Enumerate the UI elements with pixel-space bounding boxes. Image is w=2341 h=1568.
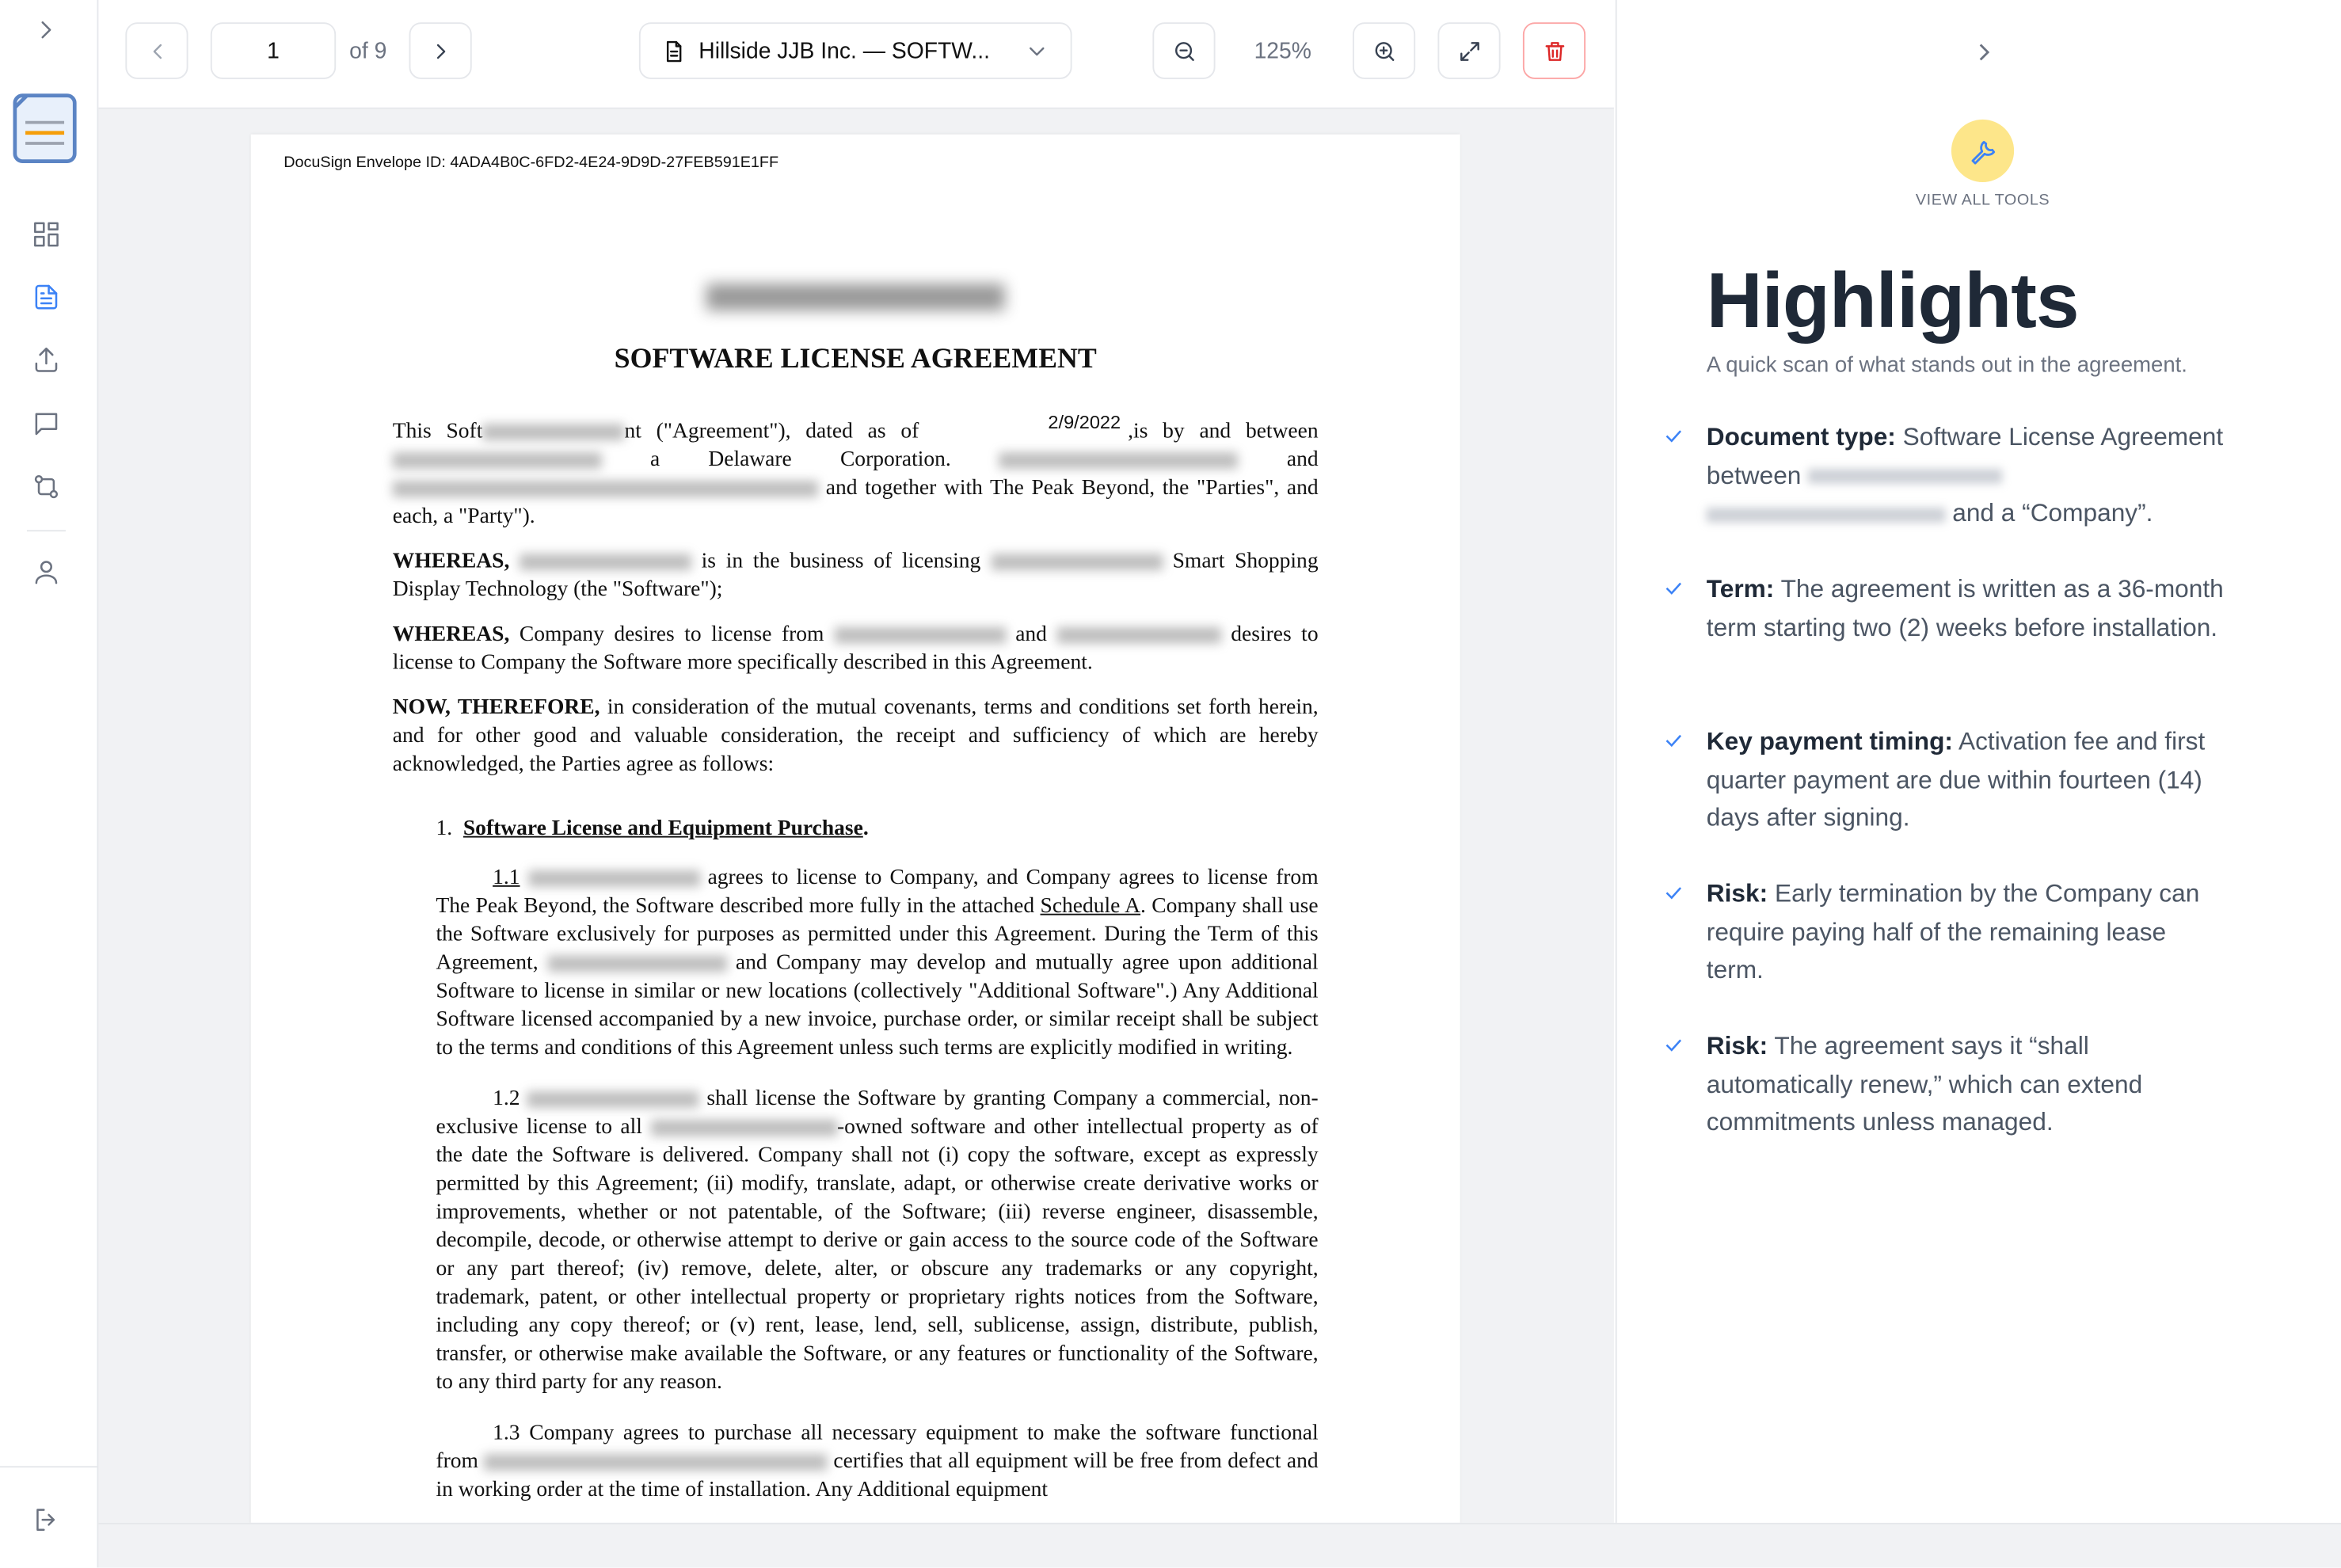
redacted-text [484, 1454, 828, 1471]
chevron-down-icon [1024, 38, 1049, 63]
highlight-text: Early termination by the Company can require paying half of the remaining lease term. [1706, 879, 2200, 984]
grid-icon[interactable] [30, 218, 63, 250]
document-body [393, 418, 1319, 1521]
document-title: SOFTWARE LICENSE AGREEMENT [614, 343, 1097, 375]
highlight-label: Risk: [1706, 1031, 1768, 1060]
redacted-text [527, 1091, 699, 1108]
text: and [1286, 447, 1319, 472]
view-all-tools-button[interactable] [1951, 120, 2014, 182]
redacted-text [650, 1120, 837, 1136]
text: ,is by and between [1128, 419, 1319, 443]
viewer-toolbar [98, 0, 1613, 109]
collapse-panel-chevron-icon[interactable] [1970, 37, 2000, 67]
chat-icon[interactable] [30, 408, 63, 440]
schedule-link: Schedule A [1040, 894, 1141, 919]
sidebar-divider [0, 1466, 97, 1467]
highlight-item [1707, 875, 2229, 989]
signing-date: 2/9/2022 [1048, 412, 1121, 433]
section-heading: 1. Software License and Equipment Purchase. [436, 816, 869, 841]
redacted-text [520, 554, 691, 571]
text: and together with The Peak Beyond, the "Parties", and each, a "Party"). [392, 476, 1319, 529]
page-number-input[interactable]: 1 [211, 22, 336, 79]
text: in consideration of the mutual covenants, terms and conditions set forth herein, and for other good and valuable consideration, the receipt and sufficiency of which are hereby acknowledged, the Parties agree as follows: [392, 695, 1319, 777]
upload-icon[interactable] [30, 344, 63, 376]
highlight-text: The agreement says it “shall automatically renew,” which can extend commitments unless managed. [1706, 1031, 2143, 1136]
highlight-text: Software License Agreement between [1706, 422, 2224, 489]
panel-subtitle: A quick scan of what stands out in the agreement. [1706, 353, 2187, 378]
text: Smart Shopping Display Technology (the "Software"); [392, 549, 1319, 602]
document-selector[interactable] [639, 22, 1072, 79]
highlight-label: Term: [1706, 574, 1775, 603]
redacted-company-heading [706, 284, 1005, 310]
document-viewer[interactable] [98, 109, 1613, 1523]
document-page [251, 135, 1460, 1523]
redacted-text [1707, 507, 1946, 522]
highlight-text: Activation fee and first quarter payment are due within fourteen (14) days after signing. [1706, 727, 2206, 832]
logout-icon[interactable] [30, 1503, 63, 1536]
expand-sidebar-chevron-icon[interactable] [30, 13, 63, 46]
text: 1.2 [493, 1087, 520, 1111]
text: a Delaware Corporation. [649, 447, 951, 472]
check-icon [1662, 725, 1685, 763]
left-sidebar [0, 0, 98, 1567]
file-icon [661, 38, 687, 63]
paragraph [393, 418, 1319, 531]
highlight-item [1707, 722, 2229, 836]
text: certifies that all equipment will be free from defect and in working order at the time of installation. Any Additional equipment [436, 1449, 1319, 1502]
check-icon [1662, 1030, 1685, 1068]
text: 1. [436, 816, 453, 841]
view-all-tools-label[interactable]: VIEW ALL TOOLS [1915, 191, 2050, 209]
paragraph [436, 1086, 1318, 1398]
delete-button[interactable] [1523, 22, 1585, 79]
envelope-id: DocuSign Envelope ID: 4ADA4B0C-6FD2-4E24-9D9D-27FEB591E1FF [284, 154, 779, 172]
paragraph [436, 1420, 1318, 1505]
redacted-text [547, 956, 726, 972]
compare-icon[interactable] [30, 470, 63, 503]
highlight-item [1707, 570, 2229, 646]
document-selector-label: Hillside JJB Inc. — SOFTW... [698, 38, 990, 64]
text: Company desires to license from [519, 622, 824, 647]
text: nt ("Agreement"), dated as of [624, 419, 919, 443]
next-page-button[interactable] [409, 22, 472, 79]
highlight-text: and a “Company”. [1952, 498, 2153, 527]
highlights-panel [1616, 0, 2341, 1523]
app-logo-document-icon [12, 93, 78, 164]
redacted-text [393, 453, 602, 470]
redacted-text [834, 627, 1006, 644]
highlight-label: Key payment timing: [1706, 727, 1953, 755]
text: and Company may develop and mutually agree upon additional Software to license in similar or new locations (collectively "Additional Software".) Any Additional Software licensed accompanied by a new invoice, purchase order, or similar receipt shall be subject to the terms and conditions of this Agreement unless such terms are explicitly modified in writing. [436, 950, 1319, 1060]
check-icon [1662, 421, 1685, 459]
redacted-text [1808, 469, 2002, 484]
text: WHEREAS, [392, 549, 510, 573]
text: . Company shall use the Software exclusively for purposes as permitted under this Agreement. During the Term of this Agreement, [436, 894, 1319, 976]
fullscreen-button[interactable] [1437, 22, 1500, 79]
text: agrees to license to Company, and Company agrees to license from The Peak Beyond, the Software described more fully in the attached [436, 866, 1319, 919]
zoom-out-button[interactable] [1152, 22, 1215, 79]
redacted-text [991, 554, 1163, 571]
text: Software License and Equipment Purchase [462, 816, 863, 841]
check-icon [1662, 877, 1685, 915]
sidebar-divider [27, 530, 66, 531]
text: is in the business of licensing [701, 549, 981, 573]
document-icon[interactable] [30, 280, 63, 313]
redacted-text [528, 870, 700, 887]
highlight-label: Document type: [1706, 422, 1896, 451]
highlight-text: The agreement is written as a 36-month term starting two (2) weeks before installation. [1706, 574, 2224, 641]
page-total-label: of 9 [349, 39, 387, 65]
text: 1.3 [493, 1421, 520, 1445]
text: -owned software and other intellectual property as of the date the Software is delivered. Company shall not (i) copy the software, except as expressly permitted by this Agreement; (ii) modify, translate, adapt, or otherwise create derivative works or improvements, whether or not patentable, of the Software; (iii) reverse engineer, disassemble, decompile, decode, or otherwise attempt to derive or gain access to the source code of the Software or any part thereof; (iv) remove, delete, alter, or obscure any trademarks or any copyright, trademark, patent, or other intellectual property or proprietary rights notices from the Software, including any copy thereof; or (v) rent, lease, lend, sell, sublicense, assign, distribute, publish, transfer, or otherwise make available the Software, or any features or functionality of the Software, to any third party for any reason. [436, 1115, 1319, 1395]
text: WHEREAS, [392, 622, 510, 647]
previous-page-button[interactable] [125, 22, 188, 79]
text: This Soft [392, 419, 483, 443]
bottom-bar [98, 1523, 2341, 1568]
text: and [1015, 622, 1047, 647]
highlight-label: Risk: [1706, 879, 1768, 908]
paragraph [393, 695, 1319, 779]
redacted-text [1056, 627, 1220, 644]
zoom-in-button[interactable] [1353, 22, 1415, 79]
wrench-icon [1968, 136, 1998, 166]
text: NOW, THEREFORE, [392, 695, 600, 720]
check-icon [1662, 573, 1685, 611]
zoom-level: 125% [1254, 39, 1311, 65]
paragraph [393, 621, 1319, 678]
text: desires to license to Company the Software more specifically described in this Agreement. [392, 622, 1319, 676]
paragraph [393, 548, 1319, 605]
redacted-text [999, 453, 1239, 470]
paragraph [436, 865, 1318, 1064]
redacted-text [393, 481, 818, 497]
redacted-text [482, 424, 624, 441]
panel-heading: Highlights [1706, 258, 2079, 345]
text: 1.1 [493, 866, 520, 890]
highlight-item [1707, 418, 2229, 532]
text: shall license the Software by granting Company a commercial, non-exclusive license to all [436, 1087, 1319, 1140]
text: Company agrees to purchase all necessary equipment to make the software functional from [436, 1421, 1319, 1474]
highlight-item [1707, 1027, 2229, 1141]
user-icon[interactable] [30, 555, 63, 588]
